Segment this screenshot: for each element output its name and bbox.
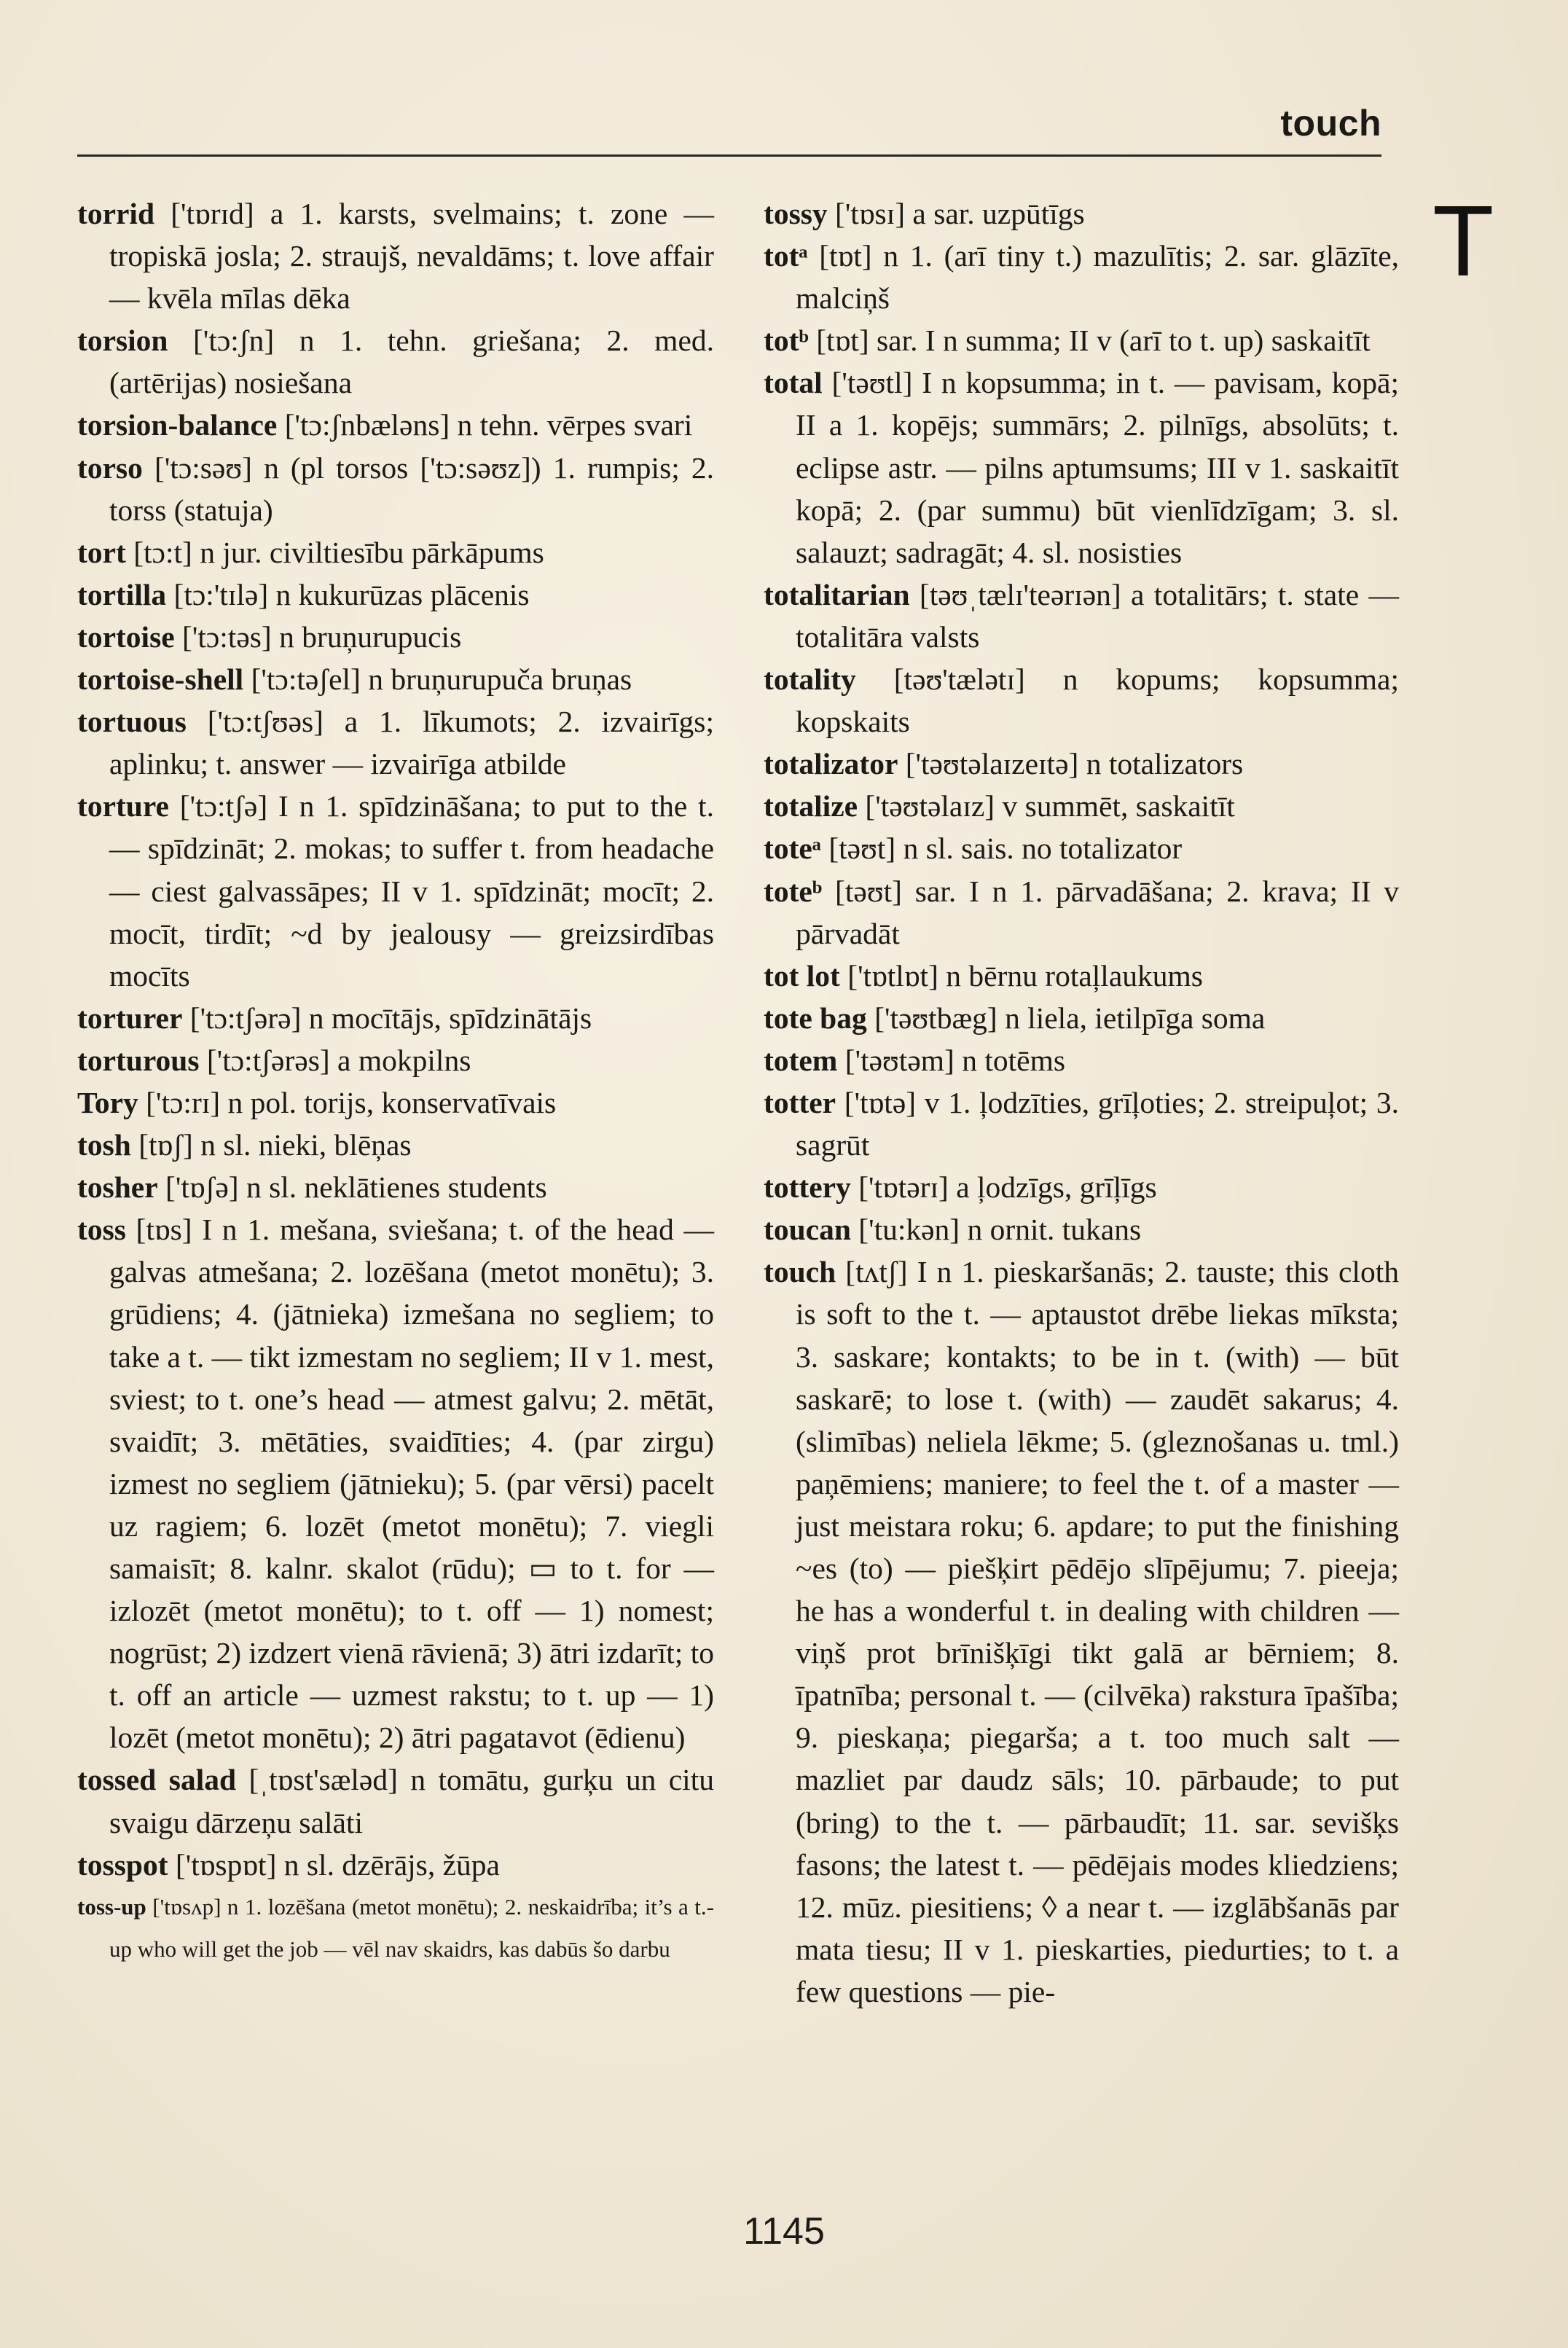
dictionary-entry xyxy=(77,319,714,404)
entry-headword: toteᵇ xyxy=(764,874,823,908)
entry-headword: tottery xyxy=(764,1170,851,1205)
dictionary-entry xyxy=(77,616,714,658)
entry-definition: [ˌtɒst'sæləd] n tomātu, gurķu un citu svaigu dārzeņu salāti xyxy=(109,1763,714,1839)
dictionary-entry xyxy=(77,1844,714,1886)
entry-definition: ['təʊtəm] n totēms xyxy=(837,1043,1065,1077)
entry-definition: ['tɒsɪ] a sar. uzpūtīgs xyxy=(827,197,1085,230)
entry-headword: torturous xyxy=(77,1043,200,1077)
entry-headword: Tory xyxy=(77,1085,138,1119)
dictionary-entry xyxy=(77,1208,714,1758)
dictionary-entry xyxy=(77,1166,714,1208)
dictionary-entry xyxy=(764,1251,1399,2013)
entry-headword: tosh xyxy=(77,1128,131,1162)
entry-headword: torturer xyxy=(77,1001,183,1035)
dictionary-entry xyxy=(764,870,1399,955)
entry-definition: ['tɔ:ʃn] n 1. tehn. griešana; 2. med. (artērijas) nosiešana xyxy=(109,324,714,400)
entry-headword: torture xyxy=(77,789,169,823)
entry-headword: toteᵃ xyxy=(764,831,821,866)
entry-definition: [tɒʃ] n sl. nieki, blēņas xyxy=(130,1128,412,1162)
dictionary-entry xyxy=(764,827,1399,869)
dictionary-entry xyxy=(77,700,714,785)
dictionary-entry xyxy=(764,1081,1399,1166)
entry-headword: toss xyxy=(77,1213,126,1247)
entry-definition: ['tɔ:təʃel] n bruņurupuča bruņas xyxy=(243,662,632,697)
entry-headword: totalitarian xyxy=(764,577,910,611)
entry-definition: [təʊt] n sl. sais. no totalizator xyxy=(820,831,1183,866)
dictionary-entry xyxy=(764,743,1399,785)
dictionary-entry xyxy=(764,319,1399,361)
entry-definition: ['tɒtərɪ] a ļodzīgs, grīļīgs xyxy=(850,1170,1157,1205)
entry-definition: [tɒt] n 1. (arī tiny t.) mazulītis; 2. sar. glāzīte, malciņš xyxy=(796,239,1399,316)
entry-headword: totalizator xyxy=(764,747,898,781)
dictionary-entry xyxy=(764,574,1399,658)
dictionary-entry xyxy=(77,531,714,574)
entry-definition: ['təʊtl] I n kopsumma; in t. — pavisam, kopā; II a 1. kopējs; summārs; 2. pilnīgs, absolūts; t. eclipse astr. — pilns aptumsums; III v 1. saskaitīt kopā; 2. (par summu) būt vienlīdzīgam; 3. sl. salauzt; sadragāt; 4. sl. nosisties xyxy=(796,366,1399,569)
entry-definition: [tɒs] I n 1. mešana, sviešana; t. of the head — galvas atmešana; 2. lozēšana (metot monētu); 3. grūdiens; 4. (jātnieka) izmešana no segliem; to take a t. — tikt izmestam no segliem; II v 1. mest, sviest; to t. one’s head — atmest galvu; 2. mētāt, svaidīt; 3. mētāties, svaidīties; 4. (par zirgu) izmest no segliem (jātnieku); 5. (par vērsi) pacelt uz ragiem; 6. lozēt (metot monētu); 7. viegli samaisīt; 8. kalnr. skalot (rūdu); ▭ to t. for — izlozēt (metot monētu); to t. off — 1) nomest; nogrūst; 2) izdzert vienā rāvienā; 3) ātri izdarīt; to t. off an article — uzmest rakstu; to t. up — 1) lozēt (metot monētu); 2) ātri pagatavot (ēdienu) xyxy=(109,1213,714,1755)
entry-definition: [tʌtʃ] I n 1. pieskaršanās; 2. tauste; this cloth is soft to the t. — aptaustot drēbe liekas mīksta; 3. saskare; kontakts; to be in t. (with) — būt saskarē; to lose t. (with) — zaudēt sakarus; 4. (slimības) neliela lēkme; 5. (gleznošanas u. tml.) paņēmiens; maniere; to feel the t. of a master — just meistara roku; 6. apdare; to put the finishing ~es (to) — piešķirt pēdējo slīpējumu; 7. pieeja; he has a wonderful t. in dealing with children — viņš prot brīnišķīgi tikt galā ar bērniem; 8. īpatnība; personal t. — (cilvēka) rakstura īpašība; 9. pieskaņa; piegarša; a t. too much salt — mazliet par daudz sāls; 10. pārbaude; to put (bring) to the t. — pārbaudīt; 11. sar. sevišķs fasons; the latest t. — pēdējais modes kliedziens; 12. mūz. piesitiens; ◊ a near t. — izglābšanās par mata tiesu; II v 1. pieskarties, piedurties; to t. a few questions — pie- xyxy=(796,1255,1399,2008)
entry-headword: total xyxy=(764,366,823,400)
entry-headword: touch xyxy=(764,1255,836,1289)
running-head: touch xyxy=(1280,103,1381,144)
entry-definition: ['tɒtlɒt] n bērnu rotaļlaukums xyxy=(839,958,1203,993)
dictionary-entry xyxy=(77,1758,714,1843)
thumb-index-letter: T xyxy=(1432,185,1494,297)
entry-definition: ['tɔ:tʃərə] n mocītājs, spīdzinātājs xyxy=(182,1001,592,1035)
entry-definition: ['tɔ:ʃnbæləns] n tehn. vērpes svari xyxy=(277,408,693,442)
entry-headword: totter xyxy=(764,1085,836,1119)
dictionary-entry xyxy=(77,1039,714,1081)
entry-headword: tote bag xyxy=(764,1001,867,1035)
entry-headword: tossed salad xyxy=(77,1763,237,1797)
entry-headword: totᵇ xyxy=(764,324,809,358)
dictionary-entry xyxy=(77,997,714,1039)
dictionary-entry xyxy=(764,955,1399,997)
entry-definition: [tɔ:'tɪlə] n kukurūzas plācenis xyxy=(166,577,530,611)
entry-headword: tosspot xyxy=(77,1847,168,1882)
entry-definition: ['tɒspɒt] n sl. dzērājs, žūpa xyxy=(168,1847,500,1882)
entry-definition: ['tɔ:təs] n bruņurupucis xyxy=(174,619,462,654)
entry-headword: tortoise-shell xyxy=(77,662,244,697)
right-column xyxy=(764,192,1399,2013)
dictionary-entry xyxy=(764,1039,1399,1081)
dictionary-entry xyxy=(77,192,714,319)
entry-headword: toucan xyxy=(764,1213,851,1247)
entry-headword: totem xyxy=(764,1043,838,1077)
entry-definition: ['təʊtəlaɪzeɪtə] n totalizators xyxy=(898,747,1244,781)
dictionary-entry xyxy=(764,192,1399,235)
entry-definition: ['tɒrɪd] a 1. karsts, svelmains; t. zone — tropiskā josla; 2. straujš, nevaldāms; t. love affair — kvēla mīlas dēka xyxy=(109,197,714,316)
entry-definition: ['tɔ:rɪ] n pol. torijs, konservatīvais xyxy=(138,1085,557,1119)
entry-definition: ['tu:kən] n ornit. tukans xyxy=(850,1213,1142,1247)
dictionary-entry xyxy=(764,361,1399,573)
entry-headword: torsion xyxy=(77,324,168,358)
entry-headword: totality xyxy=(764,662,856,697)
entry-headword: tossy xyxy=(764,197,828,230)
entry-headword: torsion-balance xyxy=(77,408,278,442)
dictionary-entry xyxy=(77,1081,714,1124)
entry-definition: [təʊˌtælɪ'teərɪən] a totalitārs; t. state — totalitāra valsts xyxy=(796,577,1399,654)
dictionary-entry xyxy=(77,447,714,531)
dictionary-entry xyxy=(764,1166,1399,1208)
entry-headword: torrid xyxy=(77,197,155,230)
entry-definition: ['təʊtəlaɪz] v summēt, saskaitīt xyxy=(858,789,1235,823)
header-rule xyxy=(77,154,1381,157)
entry-headword: tot lot xyxy=(764,958,840,993)
dictionary-entry xyxy=(77,1886,714,1971)
entry-headword: toss-up xyxy=(77,1893,146,1920)
dictionary-entry xyxy=(764,997,1399,1039)
entry-definition: ['tɒʃə] n sl. neklātienes students xyxy=(157,1170,547,1205)
dictionary-entry xyxy=(77,658,714,700)
dictionary-entry xyxy=(764,658,1399,743)
dictionary-entry xyxy=(77,785,714,996)
entry-definition: ['tɒsʌp] n 1. lozēšana (metot monētu); 2. neskaidrība; it’s a t.-up who will get the job — vēl nav skaidrs, kas dabūs šo darbu xyxy=(109,1893,714,1962)
entry-headword: tortoise xyxy=(77,619,175,654)
entry-definition: [təʊ'tælətɪ] n kopums; kopsumma; kopskaits xyxy=(796,662,1399,739)
entry-definition: [təʊt] sar. I n 1. pārvadāšana; 2. krava; II v pārvadāt xyxy=(796,874,1399,950)
entry-headword: tortilla xyxy=(77,577,167,611)
entry-definition: ['tɔ:tʃə] I n 1. spīdzināšana; to put to the t. — spīdzināt; 2. mokas; to suffer t. from headache — ciest galvassāpes; II v 1. spīdzināt; mocīt; 2. mocīt, tirdīt; ~d by jealousy — greizsirdības mocīts xyxy=(109,789,714,993)
entry-definition: ['tɔ:tʃʊəs] a 1. līkumots; 2. izvairīgs; aplinku; t. answer — izvairīga atbilde xyxy=(109,705,714,781)
entry-headword: totᵃ xyxy=(764,239,808,273)
entry-headword: tosher xyxy=(77,1170,158,1205)
entry-headword: totalize xyxy=(764,789,858,823)
dictionary-entry xyxy=(77,1124,714,1166)
dictionary-entry xyxy=(764,785,1399,827)
entry-headword: torso xyxy=(77,450,143,485)
entry-definition: ['tɔ:səʊ] n (pl torsos ['tɔ:səʊz]) 1. rumpis; 2. torss (statuja) xyxy=(109,450,714,527)
entry-definition: ['tɔ:tʃərəs] a mokpilns xyxy=(199,1043,471,1077)
left-column xyxy=(77,192,714,1971)
dictionary-entry xyxy=(764,235,1399,319)
entry-headword: tort xyxy=(77,535,126,569)
entry-definition: ['tɒtə] v 1. ļodzīties, grīļoties; 2. streipuļot; 3. sagrūt xyxy=(796,1085,1399,1162)
dictionary-entry xyxy=(77,574,714,616)
page-number: 1145 xyxy=(743,2210,825,2253)
entry-definition: [tɒt] sar. I n summa; II v (arī to t. up) saskaitīt xyxy=(808,324,1371,358)
entry-definition: [tɔ:t] n jur. civiltiesību pārkāpums xyxy=(125,535,544,569)
dictionary-entry xyxy=(764,1208,1399,1251)
entry-definition: ['təʊtbæg] n liela, ietilpīga soma xyxy=(866,1001,1266,1035)
dictionary-entry xyxy=(77,404,714,446)
entry-headword: tortuous xyxy=(77,705,187,739)
